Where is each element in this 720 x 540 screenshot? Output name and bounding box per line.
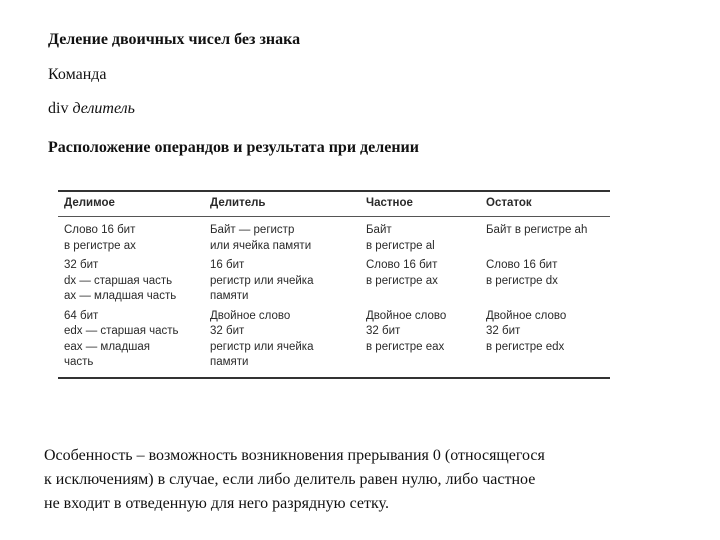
cell-text-line: ax — младшая часть — [64, 290, 177, 302]
cell-text-line: 64 бит — [64, 309, 99, 322]
header-divisor: Делитель — [210, 197, 266, 209]
note-line: к исключениям) в случае, если либо делитель равен нулю, либо частное — [44, 471, 536, 488]
cell-text-line: в регистре edx — [486, 340, 565, 353]
table-row — [58, 309, 610, 375]
table-cell — [58, 309, 204, 375]
table-cell — [360, 309, 480, 375]
table-cell — [480, 309, 610, 375]
cell-text-line: часть — [64, 356, 94, 368]
cell-text-line: в регистре dx — [486, 274, 558, 287]
cell-text-line: eax — младшая — [64, 340, 151, 353]
command-label: Команда — [48, 66, 107, 83]
table-cell — [480, 217, 610, 258]
cell-text-line: Двойное слово — [210, 309, 291, 322]
command-syntax — [48, 100, 135, 118]
cell-text-line: в регистре ax — [366, 274, 438, 287]
table-cell — [360, 217, 480, 258]
note-paragraph — [44, 444, 694, 516]
table-header-row — [58, 192, 610, 216]
cell-text-line: в регистре ax — [64, 239, 136, 252]
cell-text-line: 32 бит — [64, 259, 99, 271]
operands-table — [58, 190, 610, 379]
table-cell — [480, 258, 610, 309]
table-row — [58, 217, 610, 258]
section-heading: Расположение операндов и результата при делении — [48, 139, 419, 156]
page-title: Деление двоичных чисел без знака — [48, 31, 301, 48]
table-cell — [360, 258, 480, 309]
note-line: не входит в отведенную для него разрядную сетку. — [44, 495, 389, 512]
table-bottom-rule — [58, 377, 610, 379]
cell-text-line: памяти — [210, 356, 249, 368]
header-dividend: Делимое — [64, 197, 115, 209]
cell-text-line: в регистре eax — [366, 340, 445, 353]
cell-text-line: dx — старшая часть — [64, 274, 173, 287]
cell-text-line: или ячейка памяти — [210, 239, 312, 252]
cell-text-line: регистр или ячейка — [210, 340, 314, 353]
cell-text-line: 32 бит — [486, 325, 521, 337]
cell-text-line: Двойное слово — [486, 309, 567, 322]
table-cell — [58, 258, 204, 309]
cell-text-line: Байт — [366, 224, 392, 236]
header-remainder: Остаток — [486, 197, 532, 209]
cell-text-line: Байт в регистре ah — [486, 224, 588, 236]
cell-text-line: регистр или ячейка — [210, 274, 314, 287]
note-line: Особенность – возможность возникновения прерывания 0 (относящегося — [44, 447, 545, 464]
table-cell — [58, 217, 204, 258]
cell-text-line: Байт — регистр — [210, 224, 295, 236]
table-row — [58, 258, 610, 309]
cell-text-line: edx — старшая часть — [64, 325, 179, 337]
cell-text-line: 16 бит — [210, 259, 245, 271]
cell-text-line: Слово 16 бит — [486, 259, 558, 271]
command-mnemonic: div — [48, 100, 69, 117]
cell-text-line: в регистре al — [366, 239, 435, 252]
cell-text-line: 32 бит — [210, 325, 245, 337]
cell-text-line: памяти — [210, 290, 249, 302]
table-cell — [204, 217, 360, 258]
table-cell — [204, 309, 360, 375]
cell-text-line: Двойное слово — [366, 309, 447, 322]
header-quotient: Частное — [366, 197, 413, 209]
cell-text-line: Слово 16 бит — [64, 224, 136, 236]
table-cell — [204, 258, 360, 309]
command-operand: делитель — [72, 100, 135, 117]
cell-text-line: Слово 16 бит — [366, 259, 438, 271]
cell-text-line: 32 бит — [366, 325, 401, 337]
